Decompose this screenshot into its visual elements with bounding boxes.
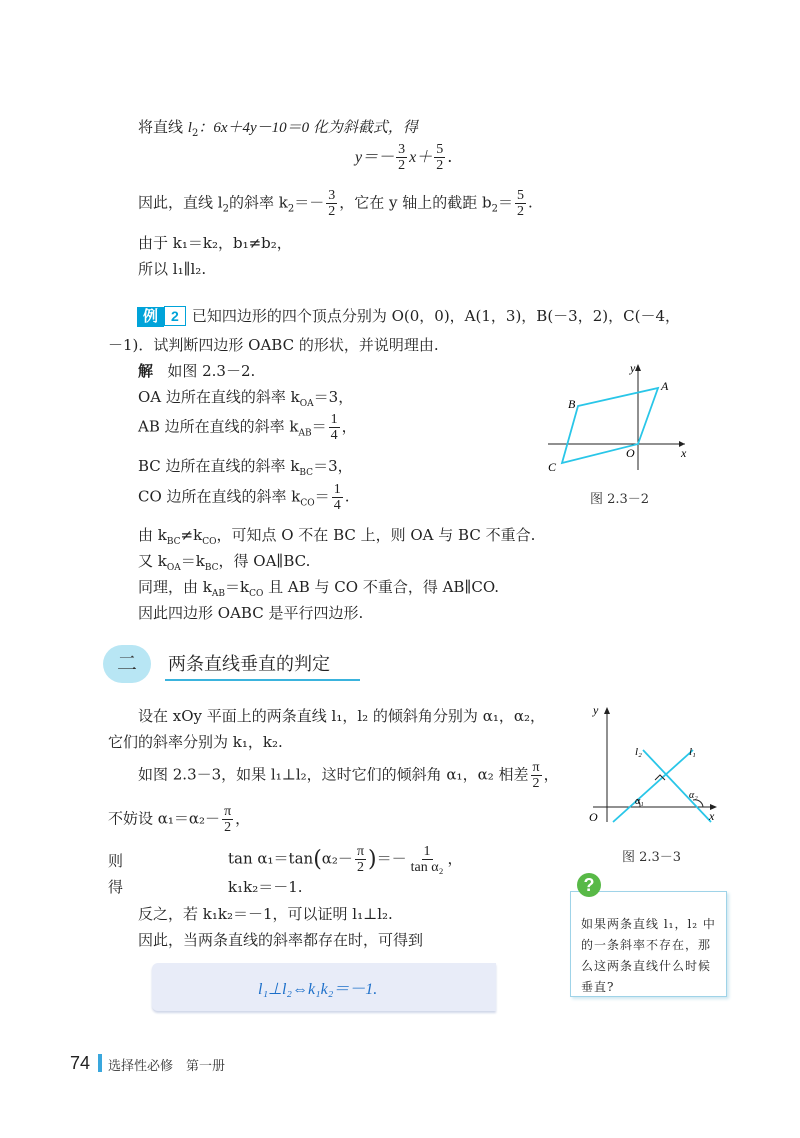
body2-p1b: 它们的斜率分别为 k₁，k₂. <box>108 733 283 751</box>
body2-p2: 如图 2.3－3，如果 l₁⊥l₂，这时它们的倾斜角 α₁，α₂ 相差 $\frac{\pi}{2}$ ， <box>138 760 559 791</box>
parallelogram-oabc <box>562 388 658 463</box>
think-text: 如果两条直线 l₁，l₂ 中的一条斜率不存在，那么这两条直线什么时候垂直? <box>581 917 716 994</box>
figure-2-3-2-caption: 图 2.3－2 <box>590 492 650 507</box>
solution-line-1: 将直线 $l_2$：6x＋4y－10＝0 化为斜截式，得 <box>138 118 418 139</box>
a2-label: α₂ <box>689 790 698 801</box>
x-label: x <box>709 809 715 823</box>
l2-label: l₂ <box>635 746 642 758</box>
point-b-label: B <box>568 397 576 411</box>
think-sidebar <box>570 891 727 997</box>
page-divider-bar <box>98 1054 102 1072</box>
figure-2-3-2 <box>540 358 710 478</box>
slope-co: CO 边所在直线的斜率 $k_{CO}=$ $\frac{1}{4}$ . <box>138 482 350 513</box>
body2-p1a: 设在 xOy 平面上的两条直线 l₁，l₂ 的倾斜角分别为 α₁，α₂， <box>138 707 545 725</box>
y-arrow <box>635 364 641 371</box>
y-arrow <box>604 707 610 714</box>
example-2-line-2: －1)．试判断四边形 OABC 的形状，并说明理由. <box>108 336 439 354</box>
question-icon: ? <box>577 873 601 897</box>
section-underline <box>165 679 360 681</box>
body2-p4: 反之，若 k₁k₂＝－1，可以证明 l₁⊥l₂. <box>138 905 393 923</box>
solution-label: 解 如图 2.3－2. <box>138 362 256 380</box>
example-number: 2 <box>164 306 186 326</box>
page-number: 74 <box>70 1053 91 1073</box>
body2-p5: 因此，当两条直线的斜率都存在时，可得到 <box>138 931 424 949</box>
slope-ab: AB 边所在直线的斜率 $k_{AB}=$ $\frac{1}{4}$ ， <box>138 412 357 443</box>
example-badge: 例 <box>137 307 164 327</box>
book-title: 选择性必修 第一册 <box>108 1059 226 1074</box>
product-formula: k₁k₂＝－1. <box>228 878 303 896</box>
a1-label: α₁ <box>635 796 644 807</box>
slope-bc: BC 边所在直线的斜率 $k_{BC}=3$， <box>138 457 353 478</box>
reason-line-2: 又 $k_{OA}=k_{BC}$，得 OA∥BC. <box>138 552 311 573</box>
origin-label: O <box>626 446 635 460</box>
label-ze: 则 <box>108 852 124 870</box>
y-label: y <box>630 361 636 375</box>
reason-line-4: 因此四边形 OABC 是平行四边形. <box>138 604 364 622</box>
label-de: 得 <box>108 878 124 896</box>
figure-2-3-3-caption: 图 2.3－3 <box>622 850 682 865</box>
point-c-label: C <box>548 460 557 474</box>
reason-line-3: 同理，由 $k_{AB}=k_{CO}$ 且 AB 与 CO 不重合，得 AB∥CO. <box>138 578 500 599</box>
x-label: x <box>681 446 687 460</box>
example-2-header: 例 2 已知四边形的四个顶点分别为 O(0，0)，A(1，3)，B(－3，2)，C(－4， <box>137 305 680 327</box>
body2-p3: 不妨设 α₁＝α₂－ $\frac{\pi}{2}$ ， <box>108 804 251 835</box>
boxed-formula-text: l₁⊥l₂⇔k₁k₂＝－1. <box>258 981 378 998</box>
reason-line-1: 由 $k_{BC}\ne k_{CO}$，可知点 O 不在 BC 上，则 OA 与 BC 不重合. <box>138 526 536 547</box>
solution-line-5: 所以 l₁∥l₂. <box>138 260 207 278</box>
solution-line-3: 因此，直线 $l_2$的斜率 $k_2=-$ $\frac{3}{2}$ ，它在 y 轴上的截距 $b_2=$ $\frac{5}{2}$ . <box>138 188 533 219</box>
slope-oa: OA 边所在直线的斜率 $k_{OA}=3$， <box>138 388 354 409</box>
section-number-badge: 二 <box>103 645 151 683</box>
point-a-label: A <box>661 379 669 393</box>
section-title: 两条直线垂直的判定 <box>168 654 330 675</box>
y-label: y <box>593 703 599 717</box>
origin-label: O <box>589 810 598 824</box>
figure-2-3-3 <box>585 700 725 830</box>
tan-formula: tan α₁＝tan(α₂－ $\frac{\pi}{2}$ )＝－ $\frac{1}{\text{tan α₂}}$ ， <box>228 844 463 875</box>
solution-line-4: 由于 k₁＝k₂，b₁≠b₂， <box>138 234 292 252</box>
boxed-formula <box>152 963 496 1011</box>
slope-intercept-equation: y＝－ $\frac{3}{2}$ x＋ $\frac{5}{2}$ . <box>355 142 453 173</box>
l1-label: l₁ <box>689 746 696 758</box>
